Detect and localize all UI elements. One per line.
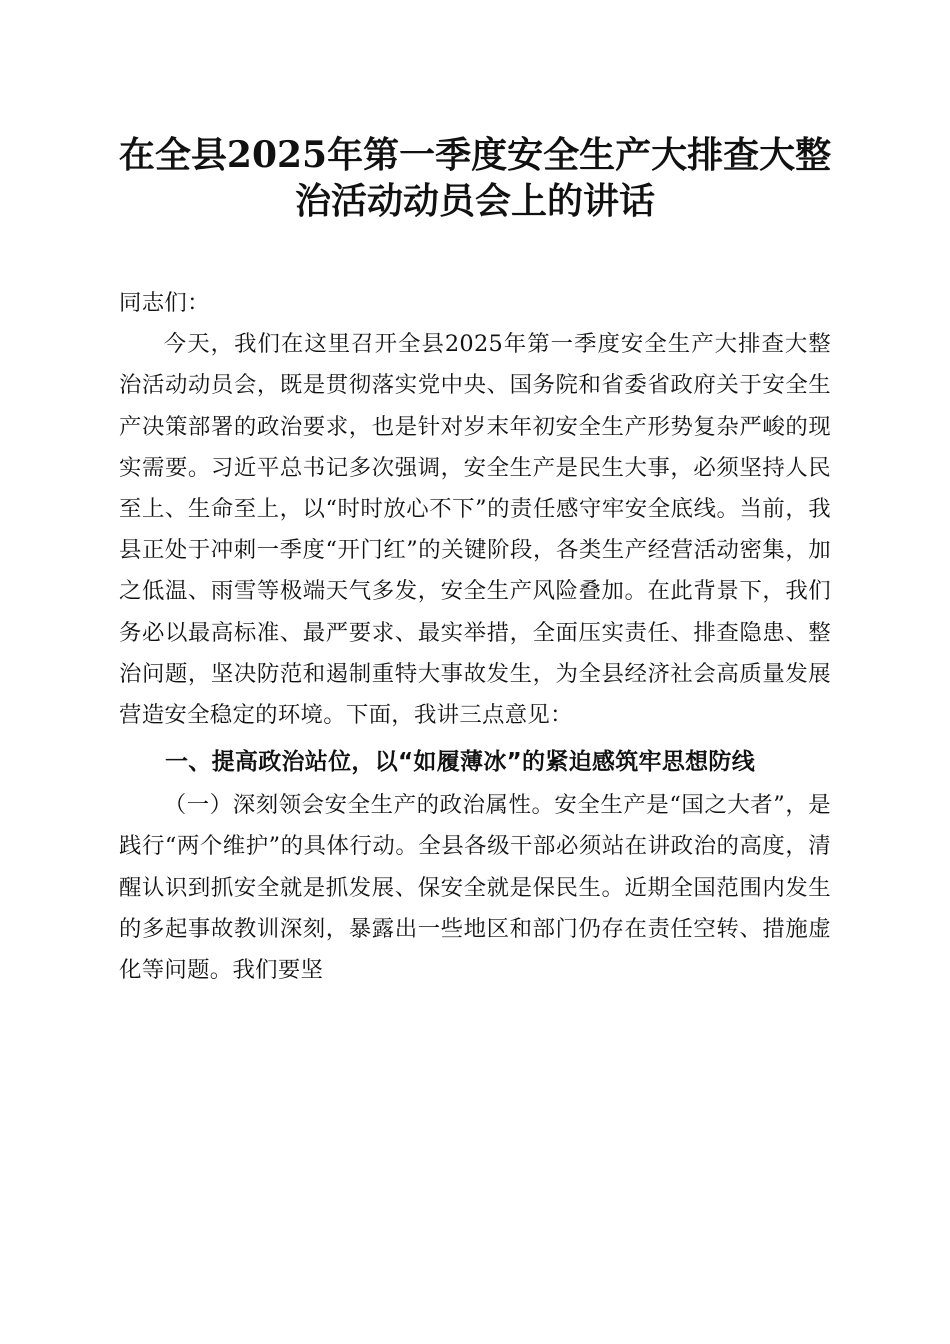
document-title	[100, 132, 850, 224]
title-line-2: 治活动动员会上的讲话	[294, 180, 655, 222]
paragraph-subsection-1: （一）深刻领会安全生产的政治属性。安全生产是“国之大者”，是践行“两个维护”的具体行动。全县各级干部必须站在讲政治的高度，清醒认识到抓安全就是抓发展、保安全就是保民生。近期全国范围内发生的多起事故教训深刻，暴露出一些地区和部门仍存在责任空转、措施虚化等问题。我们要坚	[119, 792, 831, 984]
paragraph-intro: 今天，我们在这里召开全县2025年第一季度安全生产大排查大整治活动动员会，既是贯彻落实党中央、国务院和省委省政府关于安全生产决策部署的政治要求，也是针对岁末年初安全生产形势复杂严峻的现实需要。习近平总书记多次强调，安全生产是民生大事，必须坚持人民至上、生命至上，以“时时放心不下”的责任感守牢安全底线。当前，我县正处于冲刺一季度“开门红”的关键阶段，各类生产经营活动密集，加之低温、雨雪等极端天气多发，安全生产风险叠加。在此背景下，我们务必以最高标准、最严要求、最实举措，全面压实责任、排查隐患、整治问题，坚决防范和遏制重特大事故发生，为全县经济社会高质量发展营造安全稳定的环境。下面，我讲三点意见：	[119, 331, 831, 729]
salutation: 同志们：	[119, 290, 210, 316]
section-heading-1: 一、提高政治站位，以“如履薄冰”的紧迫感筑牢思想防线	[165, 749, 756, 776]
title-line-1: 在全县2025年第一季度安全生产大排查大整	[118, 134, 832, 176]
document-body	[119, 283, 831, 991]
